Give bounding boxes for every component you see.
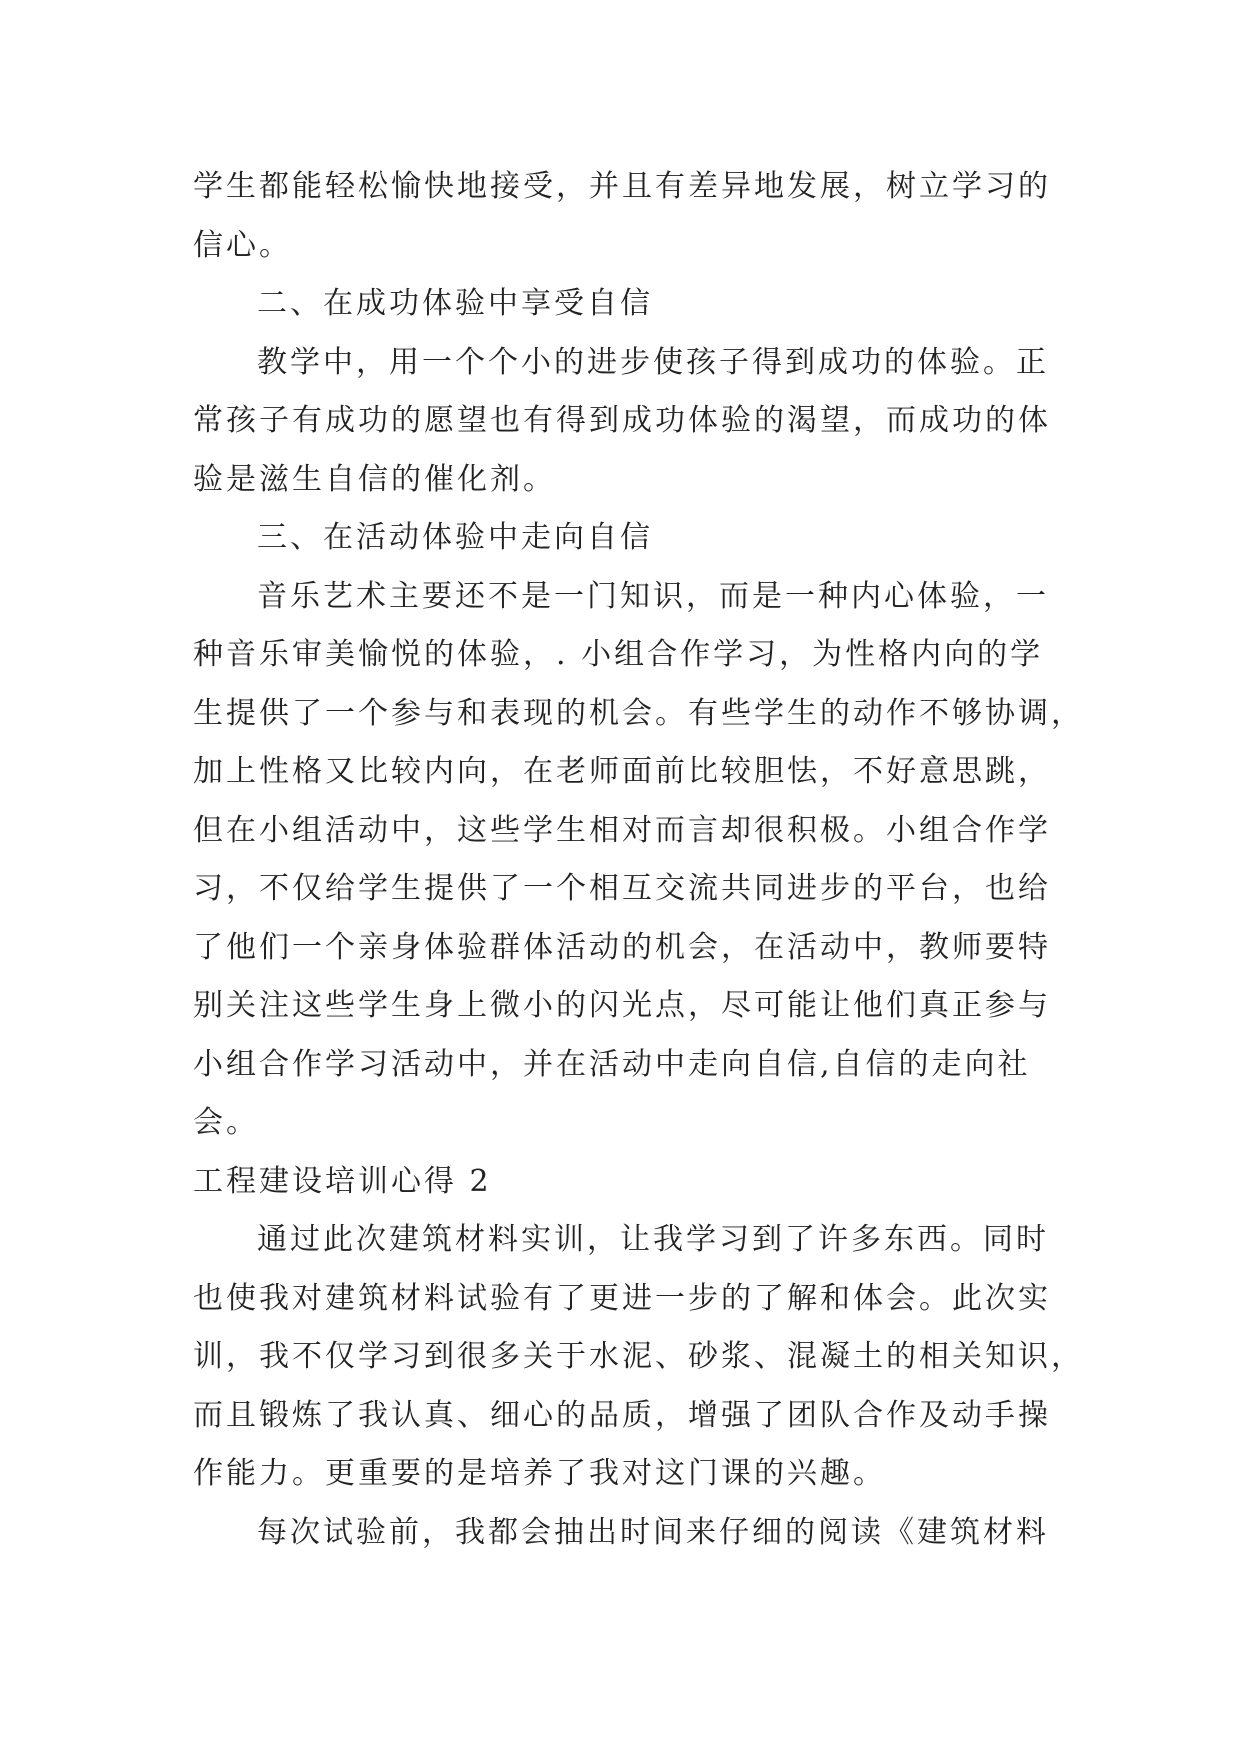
document-line: 别关注这些学生身上微小的闪光点，尽可能让他们真正参与	[193, 988, 1051, 1023]
document-line: 二、在成功体验中享受自信	[257, 286, 653, 321]
document-line: 验是滋生自信的催化剂。	[193, 461, 556, 497]
document-line: 常孩子有成功的愿望也有得到成功体验的渴望，而成功的体	[193, 403, 1051, 438]
document-line: 学生都能轻松愉快地接受，并且有差异地发展，树立学习的	[193, 169, 1051, 204]
document-line: 加上性格又比较内向，在老师面前比较胆怯，不好意思跳，	[193, 754, 1051, 789]
document-body	[193, 158, 1084, 1562]
document-line: 生提供了一个参与和表现的机会。有些学生的动作不够协调，	[193, 695, 1084, 731]
document-line: 三、在活动体验中走向自信	[257, 520, 653, 555]
document-line: 信心。	[193, 227, 292, 263]
document-line: 作能力。更重要的是培养了我对这门课的兴趣。	[193, 1456, 886, 1491]
document-line: 种音乐审美愉悦的体验，. 小组合作学习，为性格内向的学	[193, 637, 1044, 672]
document-line: 每次试验前，我都会抽出时间来仔细的阅读《建筑材料	[257, 1514, 1049, 1550]
document-line: 教学中，用一个个小的进步使孩子得到成功的体验。正	[257, 344, 1049, 380]
document-line: 了他们一个亲身体验群体活动的机会，在活动中，教师要特	[193, 929, 1051, 965]
document-line: 小组合作学习活动中，并在活动中走向自信,自信的走向社	[193, 1046, 1031, 1082]
document-line: 但在小组活动中，这些学生相对而言却很积极。小组合作学	[193, 812, 1051, 848]
document-line: 音乐艺术主要还不是一门知识，而是一种内心体验，一	[257, 578, 1049, 614]
document-line: 会。	[193, 1105, 259, 1140]
document-line: 训，我不仅学习到很多关于水泥、砂浆、混凝土的相关知识，	[193, 1339, 1084, 1374]
document-line: 工程建设培训心得 2	[193, 1163, 492, 1199]
document-line: 也使我对建筑材料试验有了更进一步的了解和体会。此次实	[193, 1280, 1051, 1316]
document-line: 而且锻炼了我认真、细心的品质，增强了团队合作及动手操	[193, 1397, 1051, 1433]
document-line: 通过此次建筑材料实训，让我学习到了许多东西。同时	[257, 1222, 1049, 1257]
document-line: 习，不仅给学生提供了一个相互交流共同进步的平台，也给	[193, 871, 1051, 906]
